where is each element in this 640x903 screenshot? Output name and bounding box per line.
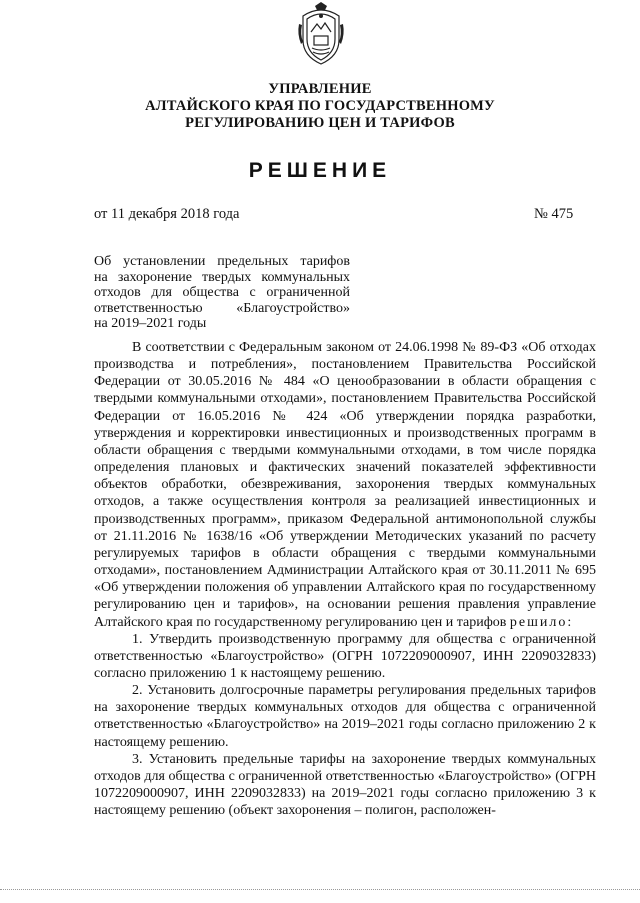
subject-line: Об установлении предельных тарифов [94, 254, 350, 269]
document-body [94, 339, 596, 819]
document-subject [94, 254, 350, 332]
clause-3-paragraph: 3. Установить предельные тарифы на захоронение твердых коммунальных отходов для общества с ограниченной ответственностью «Благоустройство» (ОГРН 1072209000907, ИНН 2209032833) на 2019–2021 годы согласно приложению 3 к настоящему решению (объект захоронения – полигон, расположен- [94, 751, 596, 819]
document-date: от 11 декабря 2018 года [94, 206, 240, 222]
subject-line: ответственностью «Благоустройство» [94, 300, 350, 316]
preamble-text: В соответствии с Федеральным законом от 24.06.1998 № 89-ФЗ «Об отходах производства и потребления», постановлением Правительства Российской Федерации от 30.05.2016 № 484 «О ценообразовании в области обращения с твердыми коммунальными отходами», постановлением Правительства Российской Федерации от 16.05.2016 № 424 «Об утверждении порядка разработки, утверждения и корректировки инвестиционных и производственных программ в области обращения с твердыми коммунальными отходами, в том числе порядка определения плановых и фактических значений показателей эффективности объектов обработки, обезвреживания, захоронения твердых коммунальных отходов, а также осуществления контроля за реализацией инвестиционных и производственных программ», приказом Федеральной антимонопольной службы от 21.11.2016 № 1638/16 «Об утверждении Методических указаний по расчету регулируемых тарифов в области обращения с твердыми коммунальными отходами», постановлением Администрации Алтайского края от 30.11.2011 № 695 «Об утверждении положения об управлении Алтайского края по государственному регулированию цен и тарифов», на основании решения правления управление Алтайского края по государственному регулированию цен и тарифов [94, 340, 596, 630]
coat-of-arms-emblem [295, 2, 347, 66]
clause-2-paragraph: 2. Установить долгосрочные параметры регулирования предельных тарифов на захоронение твердых коммунальных отходов для общества с ограниченной ответственностью «Благоустройство» на 2019–2021 годы согласно приложению 2 к настоящему решению. [94, 683, 596, 750]
org-name-line-3: РЕГУЛИРОВАНИЮ ЦЕН И ТАРИФОВ [185, 115, 455, 131]
page-bottom-divider [0, 889, 640, 890]
clause-1-paragraph: 1. Утвердить производственную программу для общества с ограниченной ответственностью «Благоустройство» (ОГРН 1072209000907, ИНН 2209032833) согласно приложению 1 к настоящему решению. [94, 631, 596, 681]
decision-verb: решило [509, 614, 568, 630]
subject-line: на 2019–2021 годы [94, 316, 207, 331]
subject-line: на захоронение твердых коммунальных [94, 269, 350, 285]
document-title: РЕШЕНИЕ [248, 159, 392, 182]
preamble-paragraph: В соответствии с Федеральным законом от 24.06.1998 № 89-ФЗ «Об отходах производства и потребления», постановлением Правительства Российской Федерации от 30.05.2016 № 484 «О ценообразовании в области обращения с твердыми коммунальными отходами», постановлением Правительства Российской Федерации от 16.05.2016 № 424 «Об утверждении порядка разработки, утверждения и корректировки инвестиционных и производственных программ в области обращения с твердыми коммунальными отходами, в том числе порядка определения плановых и фактических значений показателей эффективности объектов обработки, обезвреживания, захоронения твердых коммунальных отходов, а также осуществления контроля за реализацией инвестиционных и производственных программ», приказом Федеральной антимонопольной службы от 21.11.2016 № 1638/16 «Об утверждении Методических указаний по расчету регулируемых тарифов в области обращения с твердыми коммунальными отходами», постановлением Администрации Алтайского края от 30.11.2011 № 695 «Об утверждении положения об управлении Алтайского края по государственному регулированию цен и тарифов», на основании решения правления управление Алтайского края по государственному регулированию цен и тарифов решило: [94, 340, 596, 630]
org-name-line-2: АЛТАЙСКОГО КРАЯ ПО ГОСУДАРСТВЕННОМУ [145, 98, 495, 114]
org-name-line-1: УПРАВЛЕНИЕ [268, 81, 372, 97]
subject-line: отходов для общества с ограниченной [94, 285, 350, 300]
document-number: № 475 [534, 206, 574, 222]
